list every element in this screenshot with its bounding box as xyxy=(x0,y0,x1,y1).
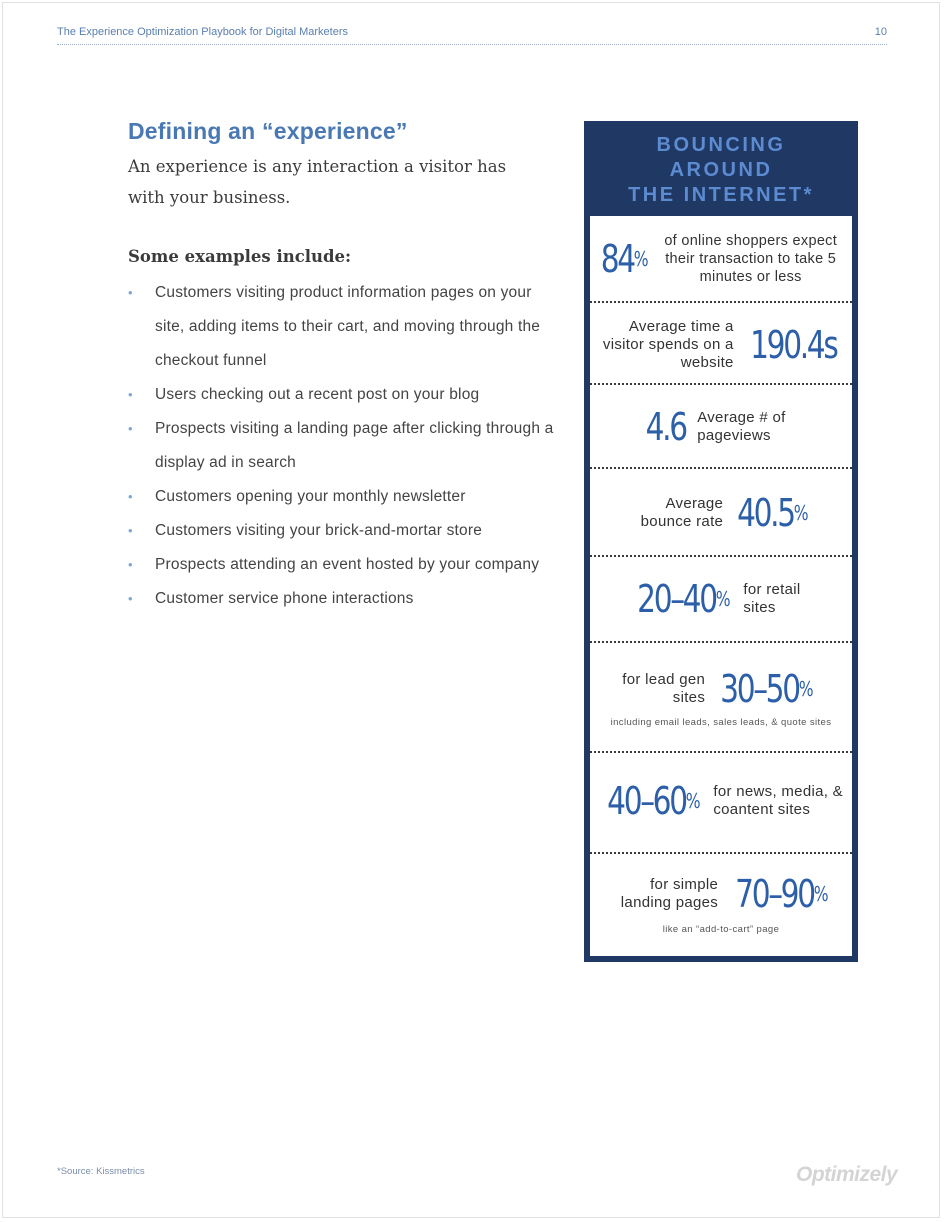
stat-label: Average # of pageviews xyxy=(697,409,786,444)
bullet-icon: • xyxy=(128,557,133,572)
list-item-text: Prospects attending an event hosted by your company xyxy=(155,556,540,573)
stat-news-media xyxy=(590,753,852,854)
bullet-icon: • xyxy=(128,591,133,606)
section-heading: Defining an “experience” xyxy=(128,118,408,144)
list-item-text: Prospects visiting a landing page after clicking through a display ad in search xyxy=(155,420,554,471)
example-list xyxy=(128,276,558,616)
bullet-icon: • xyxy=(128,523,133,538)
list-item xyxy=(128,412,558,480)
document-title: The Experience Optimization Playbook for Digital Marketers xyxy=(57,26,349,38)
bullet-icon: • xyxy=(128,489,133,504)
stat-value: 30–50% xyxy=(720,667,814,711)
list-item xyxy=(128,582,558,616)
intro-paragraph: An experience is any interaction a visitor has with your business. xyxy=(128,157,507,207)
stat-label: for news, media, & coantent sites xyxy=(713,783,843,818)
stat-label: Average bounce rate xyxy=(640,495,724,530)
stat-value: 40.5% xyxy=(737,491,809,535)
stat-value: 190.4s xyxy=(749,323,837,367)
stat-label: for simple landing pages xyxy=(620,876,719,911)
list-item-text: Customer service phone interactions xyxy=(155,590,414,607)
sidebar-title-line: THE INTERNET* xyxy=(628,184,814,206)
running-header xyxy=(57,26,887,45)
sidebar-title-line: BOUNCING xyxy=(656,134,786,156)
list-item-text: Customers opening your monthly newsletter xyxy=(155,488,466,505)
stat-time-on-site xyxy=(590,303,852,385)
stat-lead-gen xyxy=(590,643,852,753)
stat-note: like an “add-to-cart” page xyxy=(662,924,780,935)
stat-label: for lead gen sites xyxy=(622,671,706,706)
stat-value: 40–60% xyxy=(606,779,701,823)
stat-online-shoppers xyxy=(590,216,852,303)
list-item xyxy=(128,378,558,412)
source-footnote: *Source: Kissmetrics xyxy=(57,1166,145,1177)
stat-note: including email leads, sales leads, & quote sites xyxy=(610,717,832,728)
examples-heading: Some examples include: xyxy=(128,247,352,266)
stat-retail xyxy=(590,557,852,643)
stat-landing-pages xyxy=(590,854,852,956)
sidebar-title-line: AROUND xyxy=(669,159,773,181)
stat-value: 4.6 xyxy=(645,405,686,449)
stat-value: 84% xyxy=(600,237,649,281)
stats-sidebar xyxy=(584,121,858,962)
list-item xyxy=(128,480,558,514)
list-item-text: Users checking out a recent post on your blog xyxy=(155,386,480,403)
stat-label: Average time a visitor spends on a website xyxy=(602,318,734,371)
stat-label: for retail sites xyxy=(743,581,801,616)
bullet-icon: • xyxy=(128,285,133,300)
list-item-text: Customers visiting your brick-and-mortar store xyxy=(155,522,483,539)
bullet-icon: • xyxy=(128,421,133,436)
stat-value: 20–40% xyxy=(636,577,731,621)
sidebar-title xyxy=(584,133,858,208)
list-item-text: Customers visiting product information pages on your site, adding items to their cart, and moving through the checkout funnel xyxy=(155,284,541,369)
main-content xyxy=(128,118,558,616)
list-item xyxy=(128,276,558,378)
optimizely-logo: Optimizely xyxy=(796,1163,898,1186)
stat-label: of online shoppers expect their transaction to take 5 minutes or less xyxy=(664,233,838,285)
stat-value: 70–90% xyxy=(735,872,829,916)
stats-panel xyxy=(590,216,852,956)
list-item xyxy=(128,514,558,548)
page-number: 10 xyxy=(874,26,887,38)
stat-bounce-rate xyxy=(590,469,852,557)
bullet-icon: • xyxy=(128,387,133,402)
list-item xyxy=(128,548,558,582)
stat-pageviews xyxy=(590,385,852,469)
